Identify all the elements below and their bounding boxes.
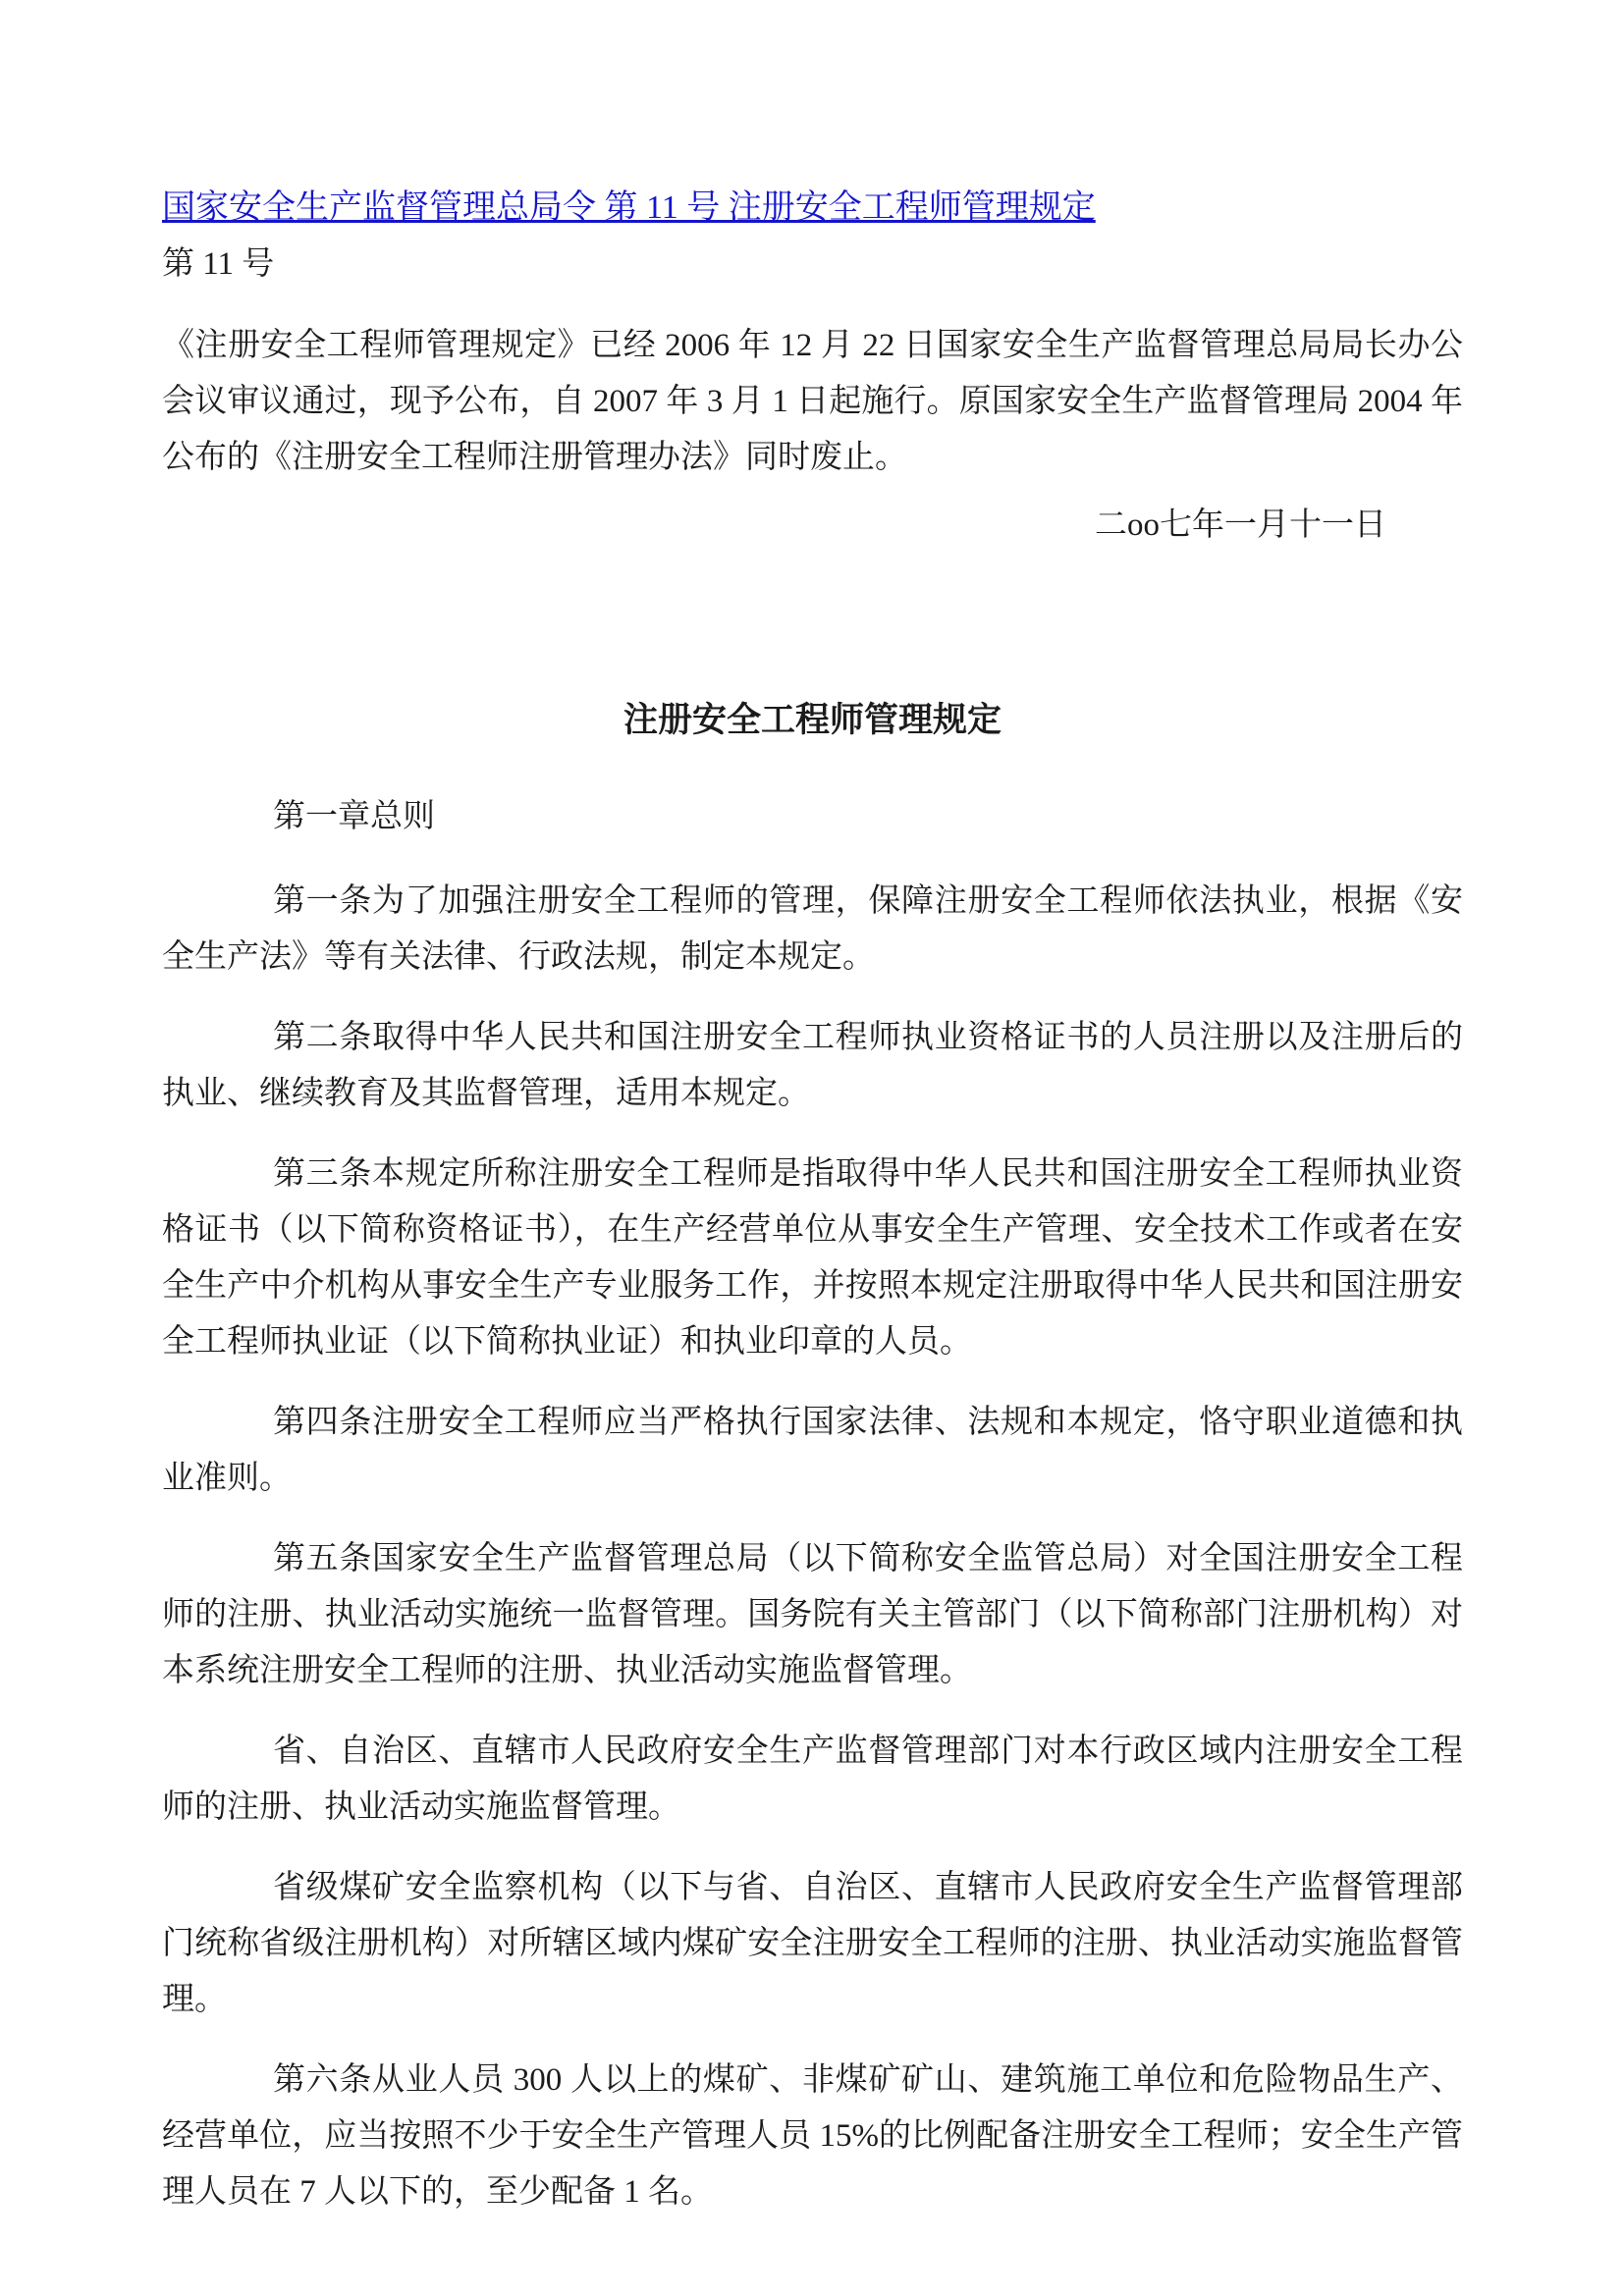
paragraph-article-2: 第二条取得中华人民共和国注册安全工程师执业资格证书的人员注册以及注册后的执业、继续教育及其监督管理，适用本规定。 <box>162 1020 1463 1111</box>
paragraph-article-4: 第四条注册安全工程师应当严格执行国家法律、法规和本规定，恪守职业道德和执业准则。 <box>162 1405 1463 1496</box>
promulgation-date: 二oo七年一月十一日 <box>1095 507 1386 543</box>
chapter-1-heading: 第一章总则 <box>273 799 435 834</box>
paragraph-article-3: 第三条本规定所称注册安全工程师是指取得中华人民共和国注册安全工程师执业资格证书（以下简称资格证书），在生产经营单位从事安全生产管理、安全技术工作或者在安全生产中介机构从事安全生产专业服务工作，并按照本规定注册取得中华人民共和国注册安全工程师执业证（以下简称执业证）和执业印章的人员。 <box>162 1156 1463 1360</box>
paragraph-article-5: 第五条国家安全生产监督管理总局（以下简称安全监管总局）对全国注册安全工程师的注册、执业活动实施统一监督管理。国务院有关主管部门（以下简称部门注册机构）对本系统注册安全工程师的注册、执业活动实施监督管理。 <box>162 1541 1463 1688</box>
paragraph-article-6: 第六条从业人员 300 人以上的煤矿、非煤矿矿山、建筑施工单位和危险物品生产、经营单位，应当按照不少于安全生产管理人员 15%的比例配备注册安全工程师；安全生产管理人员在 7 人以下的，至少配备 1 名。 <box>162 2062 1463 2210</box>
document-title: 注册安全工程师管理规定 <box>623 701 1001 739</box>
paragraph-provincial-admin: 省、自治区、直辖市人民政府安全生产监督管理部门对本行政区域内注册安全工程师的注册、执业活动实施监督管理。 <box>162 1734 1463 1825</box>
document-title-link[interactable]: 国家安全生产监督管理总局令 第 11 号 注册安全工程师管理规定 <box>162 189 1096 226</box>
document-link-line <box>162 180 1463 237</box>
preamble-paragraph: 《注册安全工程师管理规定》已经 2006 年 12 月 22 日国家安全生产监督管理总局局长办公会议审议通过，现予公布，自 2007 年 3 月 1 日起施行。原国家安全生产监督管理局 2004 年公布的《注册安全工程师注册管理办法》同时废止。 <box>162 328 1463 475</box>
paragraph-coal-mine-agency: 省级煤矿安全监察机构（以下与省、自治区、直辖市人民政府安全生产监督管理部门统称省级注册机构）对所辖区域内煤矿安全注册安全工程师的注册、执业活动实施监督管理。 <box>162 1870 1463 2017</box>
order-number: 第 11 号 <box>162 246 275 282</box>
paragraph-article-1: 第一条为了加强注册安全工程师的管理，保障注册安全工程师依法执业，根据《安全生产法》等有关法律、行政法规，制定本规定。 <box>162 883 1463 975</box>
